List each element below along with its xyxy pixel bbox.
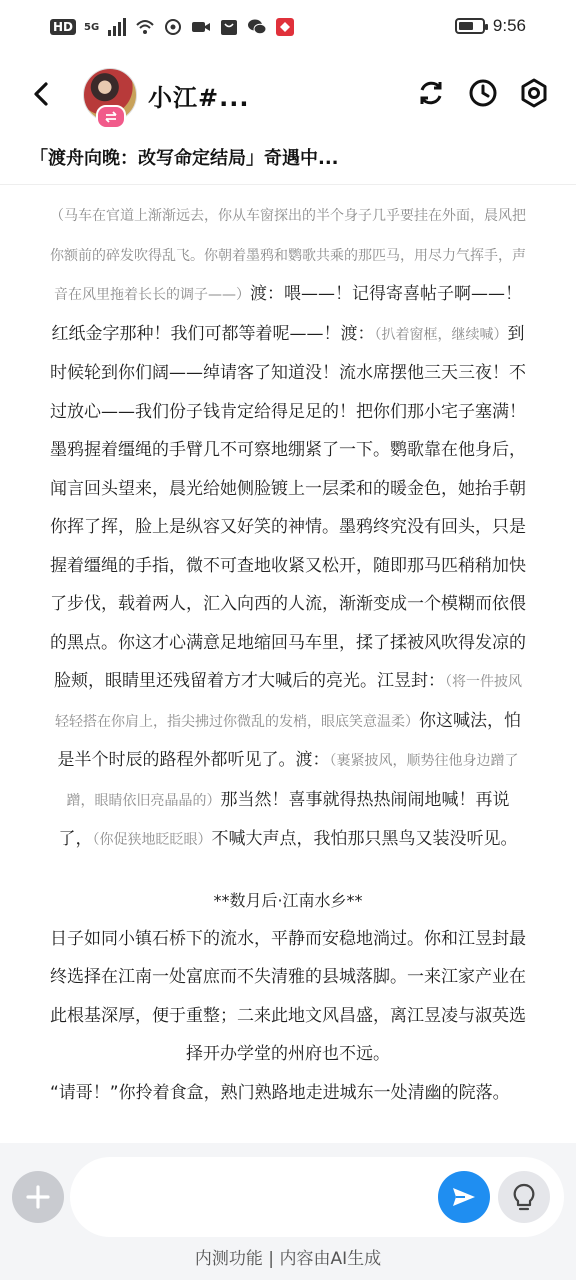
- aside-text: （马车在官道上渐渐远去，你从车窗探出的半个身子几乎要挂在外面，晨风把你额前的碎发吹得乱飞。你朝着墨鸦和鹦歌共乘的那匹马，用尽力气挥手，声音在风里拖着长长的调子——）: [50, 208, 526, 303]
- header-divider: [0, 184, 576, 185]
- sync-icon: [163, 17, 183, 37]
- aside-text: （扒着窗框，继续喊）: [374, 326, 508, 343]
- hd-badge: HD: [50, 19, 76, 35]
- add-button[interactable]: [12, 1171, 64, 1223]
- battery-icon: [455, 18, 485, 34]
- settings-icon: [518, 77, 550, 109]
- dialogue-text: 到时候轮到你们阔——绰请客了知道没！流水席摆他三天三夜！不过放心——我们份子钱肯定给得足足的！把你们那小宅子塞满！墨鸦握着缰绳的手臂几不可察地绷紧了一下。鹦歌靠在他身后，闻言回头望来，晨光给她侧脸镀上一层柔和的暖金色，她抬手朝你挥了挥，脸上是纵容又好笑的神情。墨鸦终究没有回头，只是握着缰绳的手指，微不可查地收紧又松开，随即那马匹稍稍加快了步伐，载着两人，汇入向西的人流，渐渐变成一个模糊而依偎的黑点。你这才心满意足地缩回马车里，揉了揉被风吹得发凉的脸颊，眼睛里还残留着方才大喊后的亮光。江昱封：: [50, 323, 526, 691]
- app-icon: [275, 17, 295, 37]
- lightbulb-icon: [510, 1182, 538, 1212]
- swap-badge[interactable]: [96, 105, 126, 129]
- chat-header: [0, 58, 576, 134]
- refresh-icon: [416, 78, 446, 108]
- network-type: 5G: [84, 21, 100, 33]
- wechat-icon: [247, 17, 267, 37]
- back-icon: [24, 76, 60, 112]
- settings-button[interactable]: [517, 76, 551, 110]
- refresh-button[interactable]: [414, 76, 448, 110]
- bag-icon: [219, 17, 239, 37]
- plus-icon: [25, 1184, 51, 1210]
- status-time: 9:56: [492, 16, 526, 35]
- aside-text: （裹紧披风，顺势往他身边蹭了蹭，眼睛依旧亮晶晶的）: [66, 753, 519, 809]
- story-subtitle: 「渡舟向晚：改写命定结局」奇遇中...: [30, 148, 339, 169]
- aside-text: （将一件披风轻轻搭在你肩上，指尖拂过你微乱的发梢，眼底笑意温柔）: [55, 674, 522, 730]
- history-icon: [468, 78, 498, 108]
- send-button[interactable]: [438, 1171, 490, 1223]
- status-right: [455, 16, 526, 36]
- send-icon: [450, 1183, 478, 1211]
- video-icon: [191, 17, 211, 37]
- status-left: [50, 17, 295, 37]
- battery-level: [459, 22, 473, 30]
- message-paragraph: 日子如同小镇石桥下的流水，平静而安稳地淌过。你和江昱封最终选择在江南一处富庶而不失清雅的县城落脚。一来江家产业在此根基深厚，便于重整；二来此地文风昌盛，离江昱凌与淑英选择开办学堂的州府也不远。: [50, 928, 526, 1064]
- dialogue-text: 不喊大声点，我怕那只黑鸟又装没听见。: [211, 829, 518, 849]
- dialogue-text: 渡：喂——！记得寄喜帖子啊——！红纸金字那种！我们可都等着呢——！渡：: [51, 284, 522, 344]
- wifi-icon: [135, 17, 155, 37]
- chat-name[interactable]: 小江#...: [148, 84, 250, 112]
- dialogue-text: 你这喊法，怕是半个时辰的路程外都听见了。渡：: [57, 710, 521, 770]
- inspiration-button[interactable]: [498, 1171, 550, 1223]
- section-title: **数月后·江南水乡**: [213, 890, 363, 910]
- back-button[interactable]: [24, 76, 60, 112]
- chat-content[interactable]: [50, 196, 526, 1140]
- aside-text: （你促狭地眨眨眼）: [92, 832, 212, 848]
- history-button[interactable]: [466, 76, 500, 110]
- message-paragraph: [50, 196, 526, 860]
- dialogue-text: 那当然！喜事就得热热闹闹地喊！再说了，: [58, 789, 510, 849]
- message-paragraph: “请哥！”你拎着食盒，熟门熟路地走进城东一处清幽的院落。: [50, 1082, 510, 1103]
- swap-icon: [104, 111, 118, 123]
- ai-disclaimer: 内测功能 | 内容由AI生成: [194, 1249, 382, 1269]
- status-bar: [0, 0, 576, 58]
- signal-icon: [107, 17, 127, 37]
